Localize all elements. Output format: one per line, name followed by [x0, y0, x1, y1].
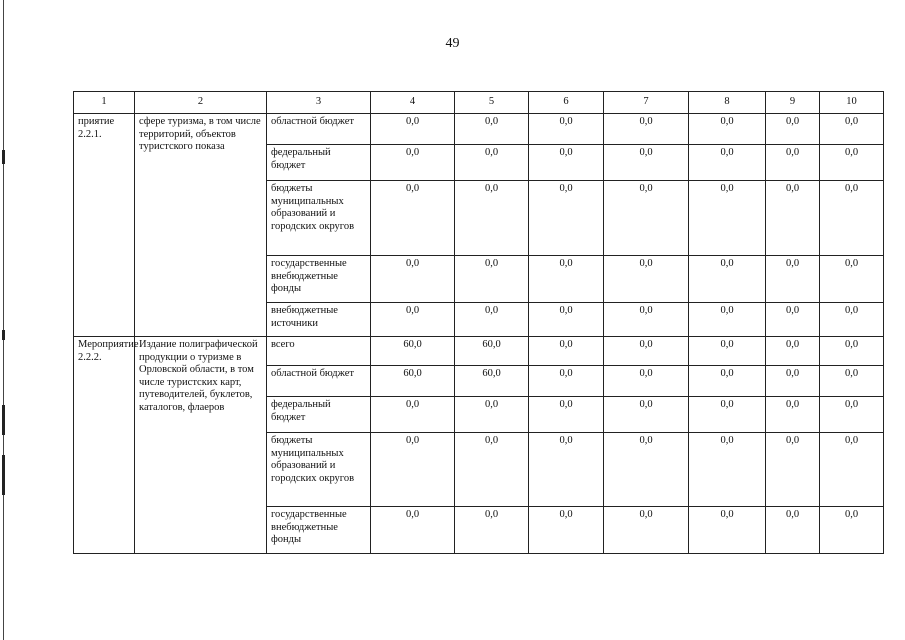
value-cell: 0,0 [604, 303, 689, 337]
value-cell: 0,0 [766, 397, 820, 433]
value-cell: 0,0 [820, 145, 884, 181]
value-cell: 60,0 [455, 366, 529, 397]
value-cell: 0,0 [371, 507, 455, 554]
column-header: 4 [371, 92, 455, 114]
value-cell: 0,0 [529, 145, 604, 181]
value-cell: 0,0 [766, 181, 820, 256]
column-header: 5 [455, 92, 529, 114]
value-cell: 0,0 [766, 145, 820, 181]
description-cell: сфере туризма, в том числе территорий, объектов туристского показа [135, 114, 267, 337]
value-cell: 0,0 [820, 397, 884, 433]
value-cell: 0,0 [766, 366, 820, 397]
value-cell: 0,0 [604, 181, 689, 256]
value-cell: 0,0 [820, 303, 884, 337]
scan-artifact [2, 330, 5, 340]
value-cell: 0,0 [820, 433, 884, 507]
value-cell: 0,0 [766, 256, 820, 303]
value-cell: 0,0 [455, 303, 529, 337]
value-cell: 0,0 [689, 145, 766, 181]
value-cell: 0,0 [371, 433, 455, 507]
scan-artifact [2, 405, 5, 435]
scan-artifact [2, 150, 5, 164]
value-cell: 0,0 [820, 181, 884, 256]
value-cell: 60,0 [371, 366, 455, 397]
value-cell: 0,0 [689, 366, 766, 397]
value-cell: 0,0 [689, 397, 766, 433]
value-cell: 0,0 [604, 507, 689, 554]
page-number: 49 [445, 36, 460, 51]
value-cell: 0,0 [455, 507, 529, 554]
measure-cell: Мероприятие 2.2.2. [74, 337, 135, 554]
value-cell: 0,0 [604, 433, 689, 507]
value-cell: 0,0 [766, 433, 820, 507]
value-cell: 0,0 [529, 303, 604, 337]
scan-artifact [2, 455, 5, 495]
value-cell: 0,0 [689, 256, 766, 303]
value-cell: 60,0 [455, 337, 529, 366]
value-cell: 0,0 [766, 114, 820, 145]
table-row [74, 114, 884, 145]
source-cell: внебюджетные источники [267, 303, 371, 337]
value-cell: 0,0 [529, 507, 604, 554]
column-header: 3 [267, 92, 371, 114]
table-row [74, 337, 884, 366]
header-row [74, 92, 884, 114]
value-cell: 0,0 [689, 114, 766, 145]
source-cell: бюджеты муниципальных образований и городских округов [267, 181, 371, 256]
value-cell: 0,0 [820, 256, 884, 303]
column-header: 7 [604, 92, 689, 114]
source-cell: государственные внебюджетные фонды [267, 507, 371, 554]
value-cell: 0,0 [455, 256, 529, 303]
source-cell: федеральный бюджет [267, 145, 371, 181]
value-cell: 60,0 [371, 337, 455, 366]
value-cell: 0,0 [820, 366, 884, 397]
value-cell: 0,0 [766, 337, 820, 366]
value-cell: 0,0 [604, 145, 689, 181]
column-header: 2 [135, 92, 267, 114]
value-cell: 0,0 [371, 145, 455, 181]
value-cell: 0,0 [689, 181, 766, 256]
value-cell: 0,0 [529, 181, 604, 256]
value-cell: 0,0 [371, 397, 455, 433]
value-cell: 0,0 [529, 397, 604, 433]
value-cell: 0,0 [689, 337, 766, 366]
source-cell: областной бюджет [267, 114, 371, 145]
value-cell: 0,0 [820, 114, 884, 145]
value-cell: 0,0 [766, 303, 820, 337]
scan-left-edge [3, 0, 4, 640]
value-cell: 0,0 [604, 337, 689, 366]
value-cell: 0,0 [529, 256, 604, 303]
value-cell: 0,0 [455, 114, 529, 145]
value-cell: 0,0 [455, 145, 529, 181]
column-header: 1 [74, 92, 135, 114]
source-cell: областной бюджет [267, 366, 371, 397]
value-cell: 0,0 [371, 256, 455, 303]
value-cell: 0,0 [371, 114, 455, 145]
value-cell: 0,0 [689, 507, 766, 554]
measure-cell: приятие 2.2.1. [74, 114, 135, 337]
value-cell: 0,0 [820, 337, 884, 366]
column-header: 6 [529, 92, 604, 114]
value-cell: 0,0 [689, 433, 766, 507]
value-cell: 0,0 [529, 337, 604, 366]
value-cell: 0,0 [529, 114, 604, 145]
source-cell: всего [267, 337, 371, 366]
value-cell: 0,0 [371, 181, 455, 256]
column-header: 9 [766, 92, 820, 114]
value-cell: 0,0 [371, 303, 455, 337]
value-cell: 0,0 [604, 256, 689, 303]
value-cell: 0,0 [455, 397, 529, 433]
source-cell: бюджеты муниципальных образований и городских округов [267, 433, 371, 507]
value-cell: 0,0 [455, 433, 529, 507]
value-cell: 0,0 [529, 366, 604, 397]
value-cell: 0,0 [529, 433, 604, 507]
source-cell: государственные внебюджетные фонды [267, 256, 371, 303]
value-cell: 0,0 [604, 397, 689, 433]
column-header: 10 [820, 92, 884, 114]
value-cell: 0,0 [766, 507, 820, 554]
value-cell: 0,0 [604, 114, 689, 145]
value-cell: 0,0 [820, 507, 884, 554]
description-cell: Издание полиграфической продукции о туризме в Орловской области, в том числе туристских карт, путеводителей, буклетов, каталогов, флаеров [135, 337, 267, 554]
column-header: 8 [689, 92, 766, 114]
value-cell: 0,0 [689, 303, 766, 337]
value-cell: 0,0 [455, 181, 529, 256]
financing-table [73, 91, 884, 554]
source-cell: федеральный бюджет [267, 397, 371, 433]
value-cell: 0,0 [604, 366, 689, 397]
